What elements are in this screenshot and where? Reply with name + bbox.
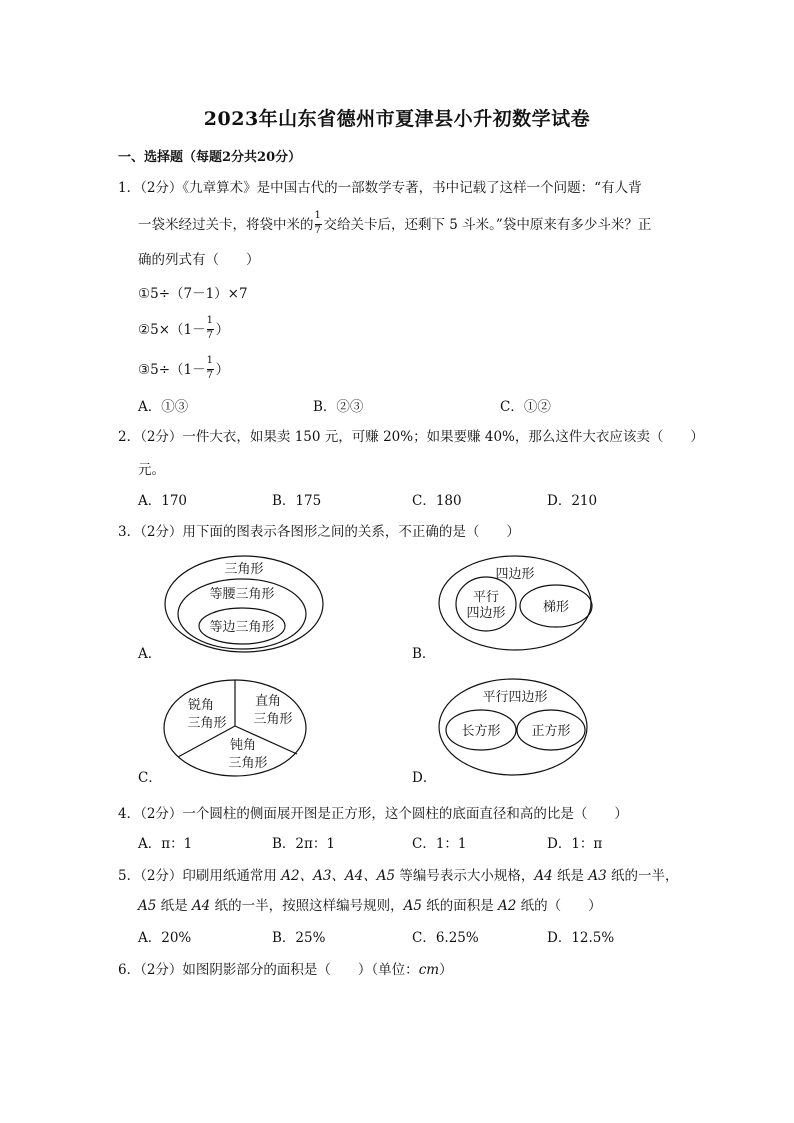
- diagram-d-label-rectangle: 长方形: [461, 724, 501, 739]
- q2-line2: 元。: [138, 462, 165, 478]
- q5-l2-c: A4: [191, 898, 211, 914]
- q1-line2-start: 一袋米经过关卡，将袋中米的: [138, 217, 314, 233]
- q4-line1: 4．（2分）一个圆柱的侧面展开图是正方形，这个圆柱的底面直径和高的比是（ ）: [118, 806, 628, 822]
- q5-l1-c: 等编号表示大小规格，: [395, 868, 535, 884]
- diagram-b-label-quadrilateral: 四边形: [495, 567, 535, 582]
- fraction-numerator: 1: [206, 314, 213, 326]
- q5-option-b[interactable]: B．25%: [272, 930, 326, 946]
- q5-l2-f: 纸的面积是: [421, 898, 499, 914]
- q5-l1-f: A3: [588, 868, 607, 884]
- q1-option-a[interactable]: A．①③: [138, 399, 189, 415]
- q5-l2-g: A2: [498, 898, 517, 914]
- q5-l2-e: A5: [403, 898, 422, 914]
- diagram-d-label-square: 正方形: [531, 724, 571, 739]
- q5-l1-a: 5．（2分）印刷用纸通常用: [118, 868, 282, 884]
- q5-l2-h: 纸的（ ）: [516, 898, 602, 914]
- q1-line1: 1．（2分）《九章算术》是中国古代的一部数学专著，书中记载了这样一个问题：“有人背: [118, 180, 642, 196]
- q6-line1: [118, 958, 453, 978]
- fraction-numerator: 1: [206, 354, 213, 366]
- formula-2-start: ②5×（1－: [138, 322, 206, 338]
- q2-option-a[interactable]: A．170: [138, 493, 188, 509]
- q1-option-b[interactable]: B．②③: [313, 399, 364, 415]
- q3-option-b[interactable]: B．: [412, 646, 436, 662]
- diagram-b-label-parallelogram: 四边形: [466, 606, 506, 621]
- q6-text: 6．（2分）如图阴影部分的面积是（ ）（单位：: [118, 962, 419, 978]
- q5-line1: [118, 864, 678, 884]
- fraction-denominator: 7: [206, 369, 213, 381]
- q5-option-d[interactable]: D．12.5%: [547, 930, 615, 946]
- q3-option-d[interactable]: D．: [412, 770, 437, 786]
- diagram-b: [439, 556, 592, 650]
- q5-line2: [138, 894, 602, 914]
- q5-l1-b: A2、A3、A4、A5: [281, 868, 396, 884]
- diagram-a-label-equilateral: 等边三角形: [209, 620, 275, 635]
- q3-option-a[interactable]: A．: [138, 646, 162, 662]
- q4-option-d[interactable]: D．1：π: [547, 836, 603, 852]
- q5-option-c[interactable]: C．6.25%: [412, 930, 479, 946]
- diagram-c-label-right: 直角: [254, 694, 282, 709]
- q5-option-a[interactable]: A．20%: [138, 930, 192, 946]
- diagram-c-label-obtuse: 钝角: [229, 738, 257, 753]
- diagram-a-label-triangle: 三角形: [224, 562, 264, 577]
- diagram-c: [164, 680, 306, 776]
- diagram-c-label-acute: 锐角: [187, 698, 215, 713]
- diagram-c-label-acute-triangle: 三角形: [187, 716, 227, 731]
- formula-3-start: ③5÷（1－: [138, 362, 206, 378]
- q5-l2-d: 纸的一半，按照这样编号规则，: [210, 898, 404, 914]
- diagram-b-label-trapezoid: 梯形: [542, 600, 570, 615]
- diagram-b-label-parallel: 平行: [472, 590, 500, 605]
- page-title: 2023年山东省德州市夏津县小升初数学试卷: [203, 108, 591, 130]
- q4-option-b[interactable]: B．2π：1: [272, 836, 335, 852]
- q2-option-b[interactable]: B．175: [272, 493, 322, 509]
- q2-option-c[interactable]: C．180: [412, 493, 462, 509]
- q5-l1-d: A4: [534, 868, 553, 884]
- q5-l1-e: 纸是: [552, 868, 589, 884]
- fraction-denominator: 7: [314, 224, 321, 236]
- q2-line1: 2．（2分）一件大衣，如果卖 150 元，可赚 20%；如果要赚 40%，那么这件大衣应该卖（ ）: [118, 429, 704, 445]
- diagram-a-label-isosceles: 等腰三角形: [209, 587, 275, 602]
- q4-option-c[interactable]: C．1：1: [412, 836, 467, 852]
- q3-option-c[interactable]: C．: [138, 770, 162, 786]
- fraction-denominator: 7: [206, 329, 213, 341]
- q5-l2-a: A5: [138, 898, 157, 914]
- q1-option-c[interactable]: C．①②: [500, 399, 551, 415]
- diagram-a: [165, 556, 323, 652]
- q5-l1-g: 纸的一半，: [606, 868, 679, 884]
- diagram-d: [439, 679, 587, 775]
- diagram-d-label-parallelogram: 平行四边形: [482, 690, 548, 705]
- diagram-c-label-obtuse-triangle: 三角形: [228, 756, 268, 771]
- q4-option-a[interactable]: A．π：1: [138, 836, 193, 852]
- q1-line3: 确的列式有（ ）: [138, 252, 260, 268]
- fraction-numerator: 1: [314, 209, 321, 221]
- formula-2-end: ）: [215, 322, 230, 338]
- section-heading: 一、选择题（每题2分共20分）: [118, 150, 302, 165]
- q6-unit: cm: [418, 962, 440, 978]
- q1-formula-1: ①5÷（7－1）×7: [138, 286, 248, 302]
- q1-line2-end: 交给关卡后，还剩下 5 斗米。”袋中原来有多少斗米？正: [323, 217, 652, 233]
- diagram-c-label-right-triangle: 三角形: [253, 712, 293, 727]
- q2-option-d[interactable]: D．210: [547, 493, 598, 509]
- formula-3-end: ）: [215, 362, 230, 378]
- q3-line1: 3．（2分）用下面的图表示各图形之间的关系，不正确的是（ ）: [118, 524, 520, 540]
- q5-l2-b: 纸是: [156, 898, 192, 914]
- q6-text-end: ）: [439, 962, 453, 978]
